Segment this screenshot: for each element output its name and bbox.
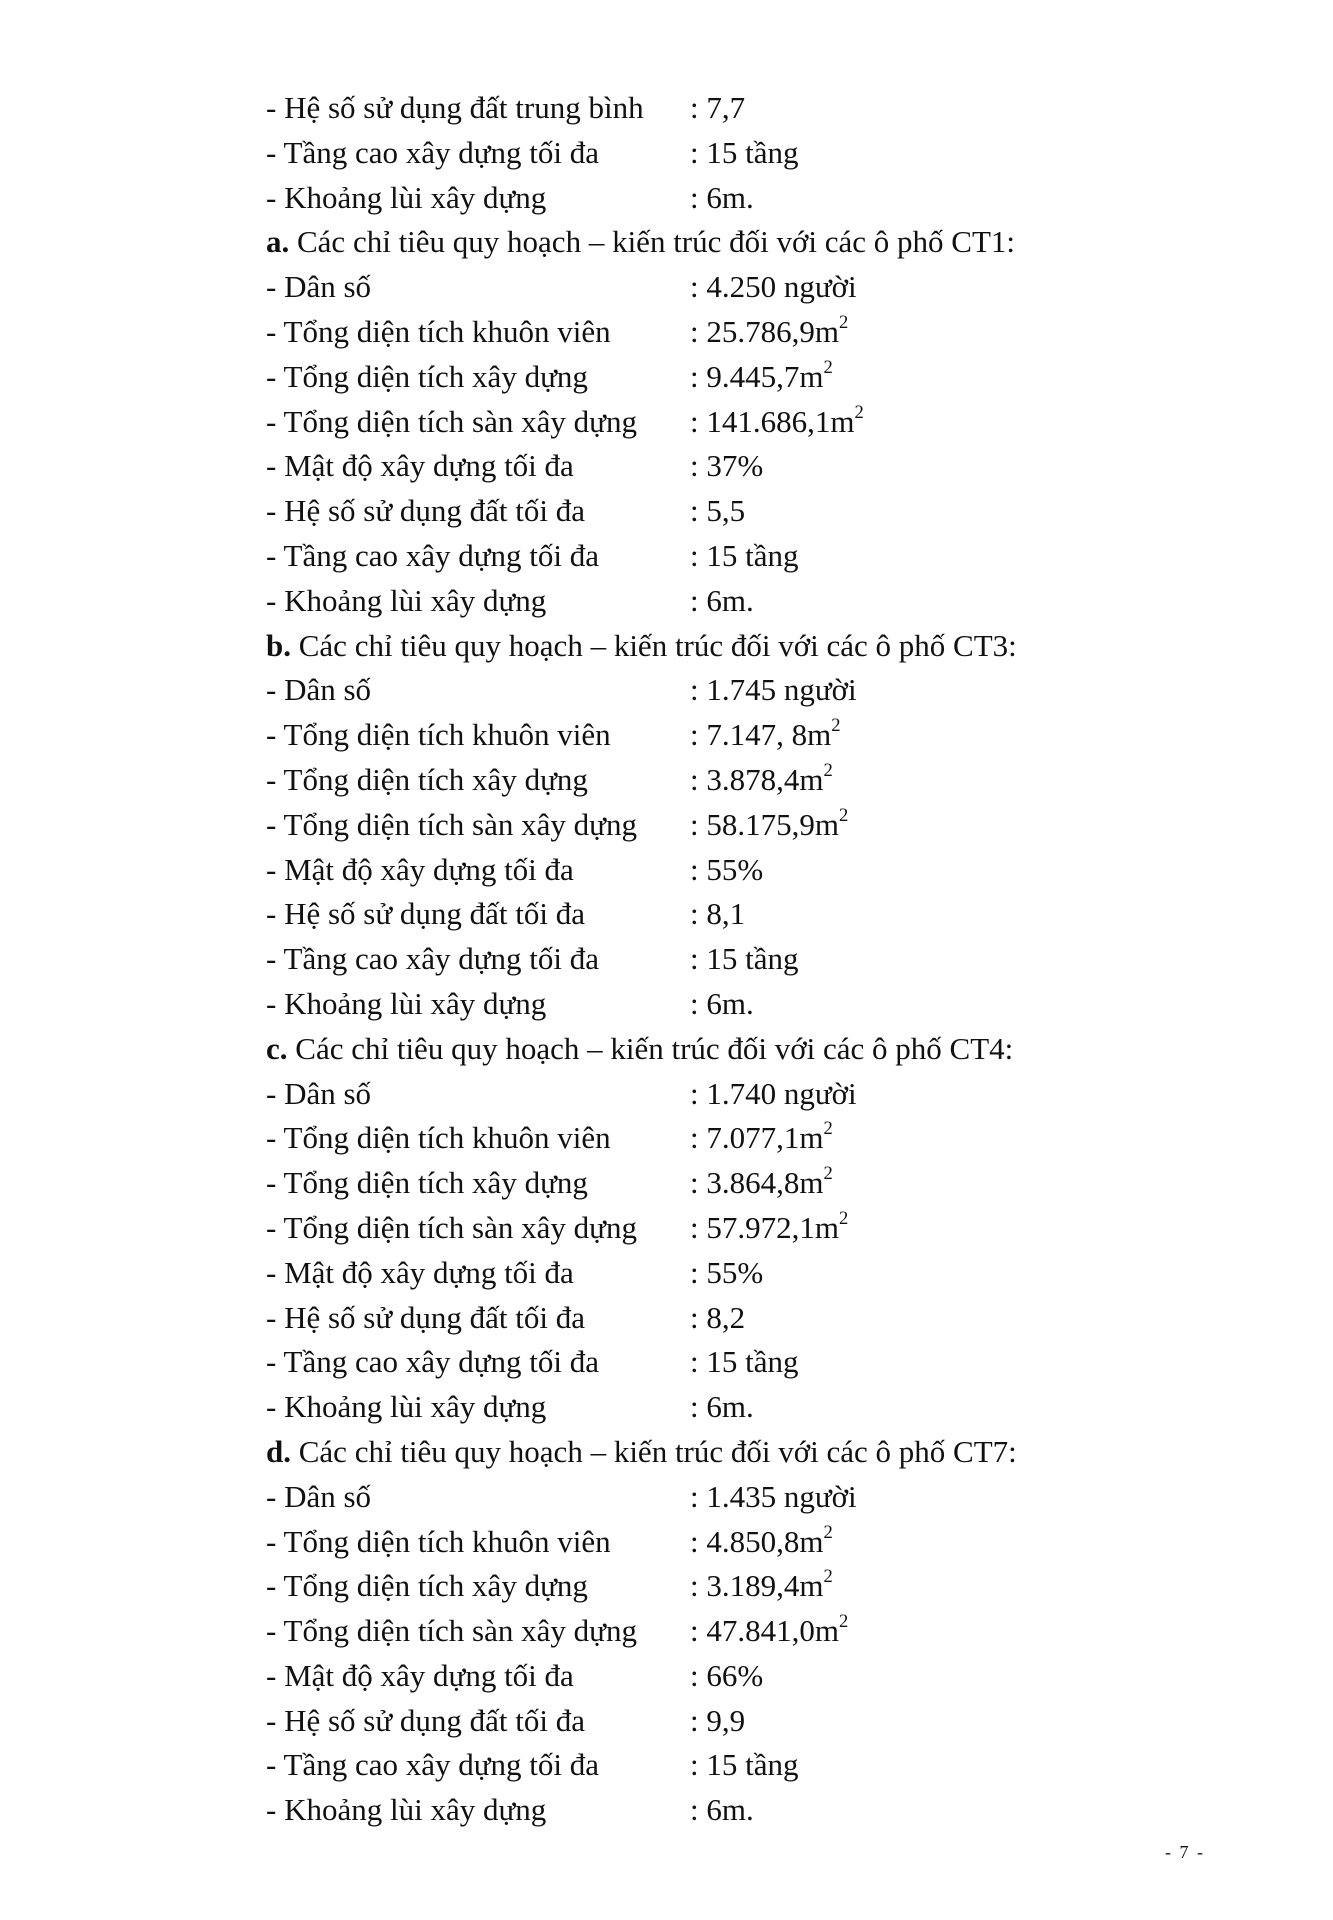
spec-value-text: : 15 tầng <box>690 1344 799 1380</box>
spec-value <box>690 265 857 310</box>
spec-label: - Tổng diện tích xây dựng <box>266 761 588 797</box>
spec-value <box>690 1251 763 1296</box>
section-heading <box>266 220 1086 265</box>
spec-value <box>690 1699 745 1744</box>
spec-row <box>266 1206 1086 1251</box>
spec-value-text: : 4.250 người <box>690 269 857 305</box>
spec-value <box>690 176 754 221</box>
spec-value <box>690 1743 799 1788</box>
spec-value-text: : 9,9 <box>690 1702 746 1738</box>
spec-value-text: : 66% <box>690 1657 764 1693</box>
spec-row <box>266 848 1086 893</box>
spec-value-text: : 7.147, 8m <box>690 717 832 753</box>
spec-label: - Hệ số sử dụng đất tối đa <box>266 1702 586 1738</box>
spec-label: - Tầng cao xây dựng tối đa <box>266 1747 600 1783</box>
spec-value-text: : 3.878,4m <box>690 761 824 797</box>
section-title: Các chỉ tiêu quy hoạch – kiến trúc đối với các ô phố CT1: <box>289 224 1016 260</box>
unit-superscript: 2 <box>823 1118 833 1140</box>
section-heading <box>266 1027 1086 1072</box>
spec-value-text: : 5,5 <box>690 493 746 529</box>
spec-value-text: : 7.077,1m <box>690 1120 824 1156</box>
spec-value-text: : 3.864,8m <box>690 1165 824 1201</box>
spec-label: - Tầng cao xây dựng tối đa <box>266 537 600 573</box>
spec-label: - Tổng diện tích sàn xây dựng <box>266 1209 637 1245</box>
spec-value-text: : 37% <box>690 448 764 484</box>
spec-value-text: : 25.786,9m <box>690 313 839 349</box>
section-title: Các chỉ tiêu quy hoạch – kiến trúc đối với các ô phố CT4: <box>287 1030 1014 1066</box>
spec-value <box>690 400 864 445</box>
spec-label: - Hệ số sử dụng đất tối đa <box>266 1299 586 1335</box>
spec-row <box>266 444 1086 489</box>
spec-value-text: : 141.686,1m <box>690 403 855 439</box>
spec-value-text: : 6m. <box>690 985 754 1021</box>
spec-row <box>266 176 1086 221</box>
spec-value <box>690 489 745 534</box>
spec-label: - Tổng diện tích khuôn viên <box>266 313 611 349</box>
spec-value <box>690 668 857 713</box>
spec-row <box>266 1251 1086 1296</box>
spec-row <box>266 982 1086 1027</box>
spec-value-text: : 4.850,8m <box>690 1523 824 1559</box>
spec-label: - Mật độ xây dựng tối đa <box>266 1254 574 1290</box>
spec-value-text: : 1.740 người <box>690 1075 857 1111</box>
spec-row <box>266 668 1086 713</box>
spec-label: - Dân số <box>266 672 372 708</box>
spec-label: - Khoảng lùi xây dựng <box>266 1792 547 1828</box>
unit-superscript: 2 <box>854 401 864 423</box>
spec-label: - Tổng diện tích xây dựng <box>266 1165 588 1201</box>
page-number: - 7 - <box>1165 1842 1205 1862</box>
spec-value <box>690 534 799 579</box>
spec-label: - Hệ số sử dụng đất tối đa <box>266 896 586 932</box>
spec-label: - Hệ số sử dụng đất trung bình <box>266 90 644 125</box>
spec-value-text: : 15 tầng <box>690 941 799 977</box>
spec-row <box>266 892 1086 937</box>
spec-label: - Dân số <box>266 1478 372 1514</box>
spec-value <box>690 1654 763 1699</box>
spec-label: - Mật độ xây dựng tối đa <box>266 448 574 484</box>
spec-row <box>266 400 1086 445</box>
section-letter: d. <box>266 1433 291 1469</box>
spec-row <box>266 86 1086 131</box>
spec-row <box>266 1161 1086 1206</box>
spec-row <box>266 534 1086 579</box>
unit-superscript: 2 <box>838 312 849 334</box>
spec-row <box>266 758 1086 803</box>
spec-label: - Tầng cao xây dựng tối đa <box>266 941 600 977</box>
spec-value-text: : 55% <box>690 851 764 887</box>
spec-label: - Tổng diện tích khuôn viên <box>266 717 611 753</box>
spec-value <box>690 1609 848 1654</box>
unit-superscript: 2 <box>823 1566 833 1588</box>
spec-row <box>266 1072 1086 1117</box>
spec-value <box>690 1296 745 1341</box>
spec-label: - Khoảng lùi xây dựng <box>266 1389 547 1425</box>
spec-row <box>266 1385 1086 1430</box>
unit-superscript: 2 <box>823 760 833 782</box>
document-body <box>266 86 1086 1833</box>
spec-row <box>266 1609 1086 1654</box>
spec-row <box>266 1743 1086 1788</box>
spec-label: - Dân số <box>266 1075 372 1111</box>
spec-row <box>266 355 1086 400</box>
spec-value <box>690 1520 833 1565</box>
spec-value <box>690 1116 833 1161</box>
spec-value <box>690 310 848 355</box>
section-heading <box>266 1430 1086 1475</box>
spec-label: - Tổng diện tích sàn xây dựng <box>266 403 637 439</box>
spec-label: - Dân số <box>266 269 372 305</box>
spec-value <box>690 1072 857 1117</box>
spec-value-text: : 57.972,1m <box>690 1209 839 1245</box>
spec-label: - Tổng diện tích khuôn viên <box>266 1523 611 1559</box>
spec-value-text: : 6m. <box>690 582 754 618</box>
spec-value-text: : 8,1 <box>690 896 746 932</box>
unit-superscript: 2 <box>823 1163 833 1185</box>
spec-row <box>266 265 1086 310</box>
spec-label: - Khoảng lùi xây dựng <box>266 582 547 618</box>
spec-value <box>690 982 754 1027</box>
spec-value <box>690 937 799 982</box>
spec-value <box>690 1475 857 1520</box>
spec-label: - Mật độ xây dựng tối đa <box>266 1657 574 1693</box>
spec-row <box>266 713 1086 758</box>
spec-row <box>266 1520 1086 1565</box>
spec-row <box>266 131 1086 176</box>
spec-value-text: : 15 tầng <box>690 1747 799 1783</box>
spec-value-text: : 9.445,7m <box>690 358 824 394</box>
spec-value-text: : 6m. <box>690 1792 754 1828</box>
spec-value <box>690 1161 833 1206</box>
section-title: Các chỉ tiêu quy hoạch – kiến trúc đối với các ô phố CT3: <box>291 627 1017 663</box>
spec-value <box>690 444 763 489</box>
spec-row <box>266 937 1086 982</box>
spec-value <box>690 758 833 803</box>
spec-label: - Khoảng lùi xây dựng <box>266 985 547 1021</box>
unit-superscript: 2 <box>838 1611 849 1633</box>
spec-label: - Hệ số sử dụng đất tối đa <box>266 493 586 529</box>
spec-value-text: : 3.189,4m <box>690 1568 824 1604</box>
spec-value <box>690 1340 799 1385</box>
spec-value-text: : 15 tầng <box>690 537 799 573</box>
spec-label: - Tổng diện tích sàn xây dựng <box>266 806 637 842</box>
spec-value-text: : 1.745 người <box>690 672 857 708</box>
spec-value <box>690 86 745 131</box>
spec-label: - Tổng diện tích khuôn viên <box>266 1120 611 1156</box>
spec-row <box>266 1788 1086 1833</box>
spec-value <box>690 1788 754 1833</box>
unit-superscript: 2 <box>838 1207 849 1229</box>
spec-row <box>266 1340 1086 1385</box>
spec-label: - Tổng diện tích sàn xây dựng <box>266 1613 637 1649</box>
spec-row <box>266 1564 1086 1609</box>
spec-value <box>690 1206 848 1251</box>
spec-row <box>266 579 1086 624</box>
section-letter: c. <box>266 1030 288 1066</box>
spec-value-text: : 1.435 người <box>690 1478 857 1514</box>
spec-value <box>690 848 763 893</box>
unit-superscript: 2 <box>823 356 833 378</box>
spec-value-text: : 7,7 <box>690 90 746 125</box>
unit-superscript: 2 <box>823 1521 833 1543</box>
spec-value-text: : 6m. <box>690 179 754 215</box>
section-letter: a. <box>266 224 290 260</box>
spec-label: - Tầng cao xây dựng tối đa <box>266 1344 600 1380</box>
spec-value <box>690 579 754 624</box>
spec-value-text: : 55% <box>690 1254 764 1290</box>
spec-value-text: : 8,2 <box>690 1299 746 1335</box>
spec-row <box>266 803 1086 848</box>
spec-value <box>690 355 833 400</box>
spec-value <box>690 131 799 176</box>
spec-label: - Mật độ xây dựng tối đa <box>266 851 574 887</box>
spec-value <box>690 1564 833 1609</box>
section-letter: b. <box>266 627 291 663</box>
spec-label: - Tầng cao xây dựng tối đa <box>266 134 600 170</box>
spec-label: - Tổng diện tích xây dựng <box>266 358 588 394</box>
spec-value-text: : 58.175,9m <box>690 806 839 842</box>
unit-superscript: 2 <box>838 804 849 826</box>
unit-superscript: 2 <box>831 715 841 737</box>
spec-row <box>266 1654 1086 1699</box>
spec-value-text: : 15 tầng <box>690 134 799 170</box>
spec-row <box>266 1699 1086 1744</box>
spec-value <box>690 803 848 848</box>
spec-value-text: : 47.841,0m <box>690 1613 839 1649</box>
section-title: Các chỉ tiêu quy hoạch – kiến trúc đối với các ô phố CT7: <box>291 1433 1017 1469</box>
spec-row <box>266 1296 1086 1341</box>
spec-label: - Khoảng lùi xây dựng <box>266 179 547 215</box>
spec-row <box>266 310 1086 355</box>
spec-value <box>690 713 841 758</box>
spec-value <box>690 1385 754 1430</box>
section-heading <box>266 624 1086 669</box>
spec-value-text: : 6m. <box>690 1389 754 1425</box>
spec-row <box>266 1116 1086 1161</box>
spec-label: - Tổng diện tích xây dựng <box>266 1568 588 1604</box>
spec-row <box>266 489 1086 534</box>
spec-value <box>690 892 745 937</box>
spec-row <box>266 1475 1086 1520</box>
